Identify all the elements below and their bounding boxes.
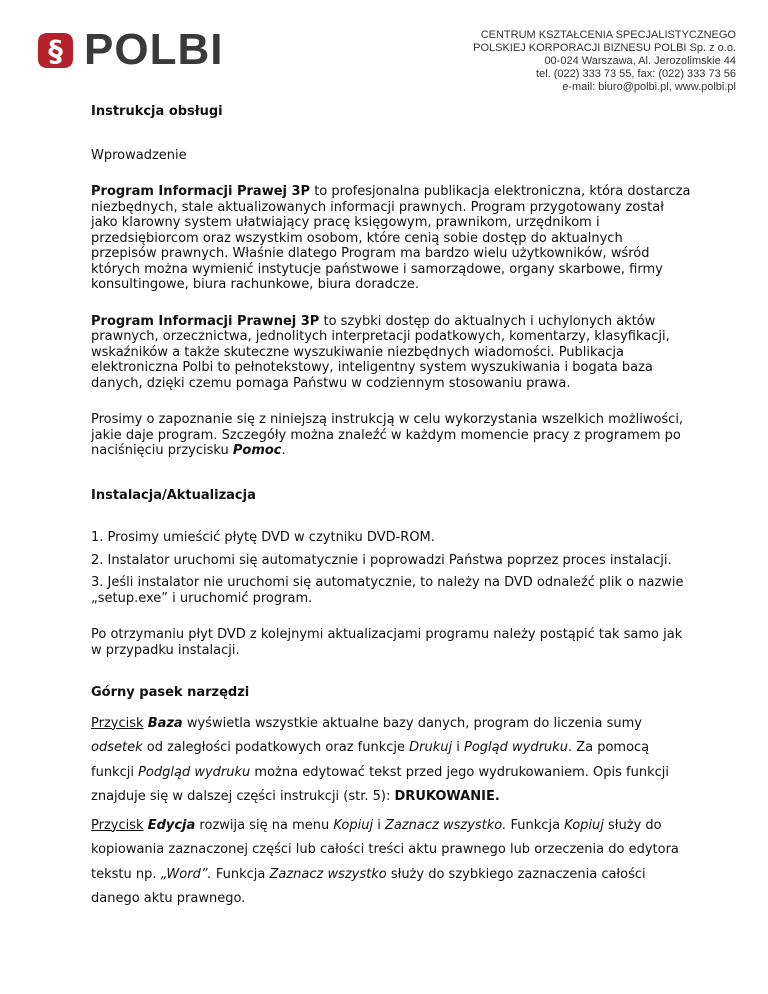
paragraph-logo-icon — [36, 31, 75, 70]
contact-line: POLSKIEJ KORPORACJI BIZNESU POLBI Sp. z o.o. — [473, 42, 736, 54]
polbi-logo — [36, 25, 224, 74]
svg-text:§: § — [48, 33, 63, 68]
toolbar-heading: Górny pasek narzędzi — [91, 685, 250, 700]
contact-line: e-mail: biuro@polbi.pl, www.polbi.pl — [562, 81, 736, 93]
company-contact-block — [473, 29, 736, 94]
program-name-bold: Program Informacji Prawnej 3P — [91, 313, 320, 329]
install-step: 3. Jeśli instalator nie uruchomi się automatycznie, to należy na DVD odnaleźć plik o nazwie „setup.exe” i uruchomić program. — [91, 575, 684, 606]
program-name-bold: Program Informacji Prawej 3P — [91, 184, 311, 199]
intro-paragraph-3: Prosimy o zapoznanie się z niniejszą instrukcją w celu wykorzystania wszelkich możliwości, jakie daje program. Szczegóły można znaleźć w każdym momencie pracy z programem po naciśnięciu przycisku Pomoc. — [91, 412, 684, 458]
baza-button-reference: Baza — [147, 715, 183, 731]
baza-description: Przycisk Baza wyświetla wszystkie aktualne bazy danych, program do liczenia sumy odsetek od zaległości podatkowych oraz funkcje Drukuj i Pogląd wydruku. Za pomocą funkcji Podgląd wydruku można edytować tekst przed jego wydrukowaniem. Opis funkcji znajduje się w dalszej części instrukcji (str. 5): DRUKOWANIE. — [91, 715, 669, 804]
intro-heading: Wprowadzenie — [91, 147, 187, 163]
help-button-reference: Pomoc — [232, 443, 282, 458]
contact-line: CENTRUM KSZTAŁCENIA SPECJALISTYCZNEGO — [480, 29, 736, 41]
install-heading: Instalacja/Aktualizacja — [91, 487, 256, 503]
contact-line: 00-024 Warszawa, Al. Jerozolimskie 44 — [544, 55, 736, 67]
logo-wordmark: POLBI — [84, 25, 224, 74]
install-step: 2. Instalator uruchomi się automatycznie i poprowadzi Państwa poprzez proces instalacji. — [91, 552, 672, 568]
intro-paragraph-2: Program Informacji Prawnej 3P to szybki dostęp do aktualnych i uchylonych aktów prawnych, orzecznictwa, jednolitych interpretacji podatkowych, komentarzy, klasyfikacji, wskaźników a także skuteczne wyszukiwanie niezbędnych wiadomości. Publikacja elektroniczna Polbi to pełnotekstowy, inteligentny system wyszukiwania i bogata baza danych, dzięki czemu pomaga Państwu w codziennym stosowaniu prawa. — [91, 313, 670, 391]
document-title: Instrukcja obsługi — [91, 104, 223, 119]
install-step: 1. Prosimy umieścić płytę DVD w czytniku DVD-ROM. — [91, 530, 435, 545]
contact-line: tel. (022) 333 73 55, fax: (022) 333 73 56 — [536, 68, 736, 80]
document-body — [91, 104, 691, 912]
update-note: Po otrzymaniu płyt DVD z kolejnymi aktualizacjami programu należy postąpić tak samo jak w przypadku instalacji. — [91, 627, 683, 658]
intro-paragraph-1: Program Informacji Prawej 3P to profesjonalna publikacja elektroniczna, która dostarcza niezbędnych, stale aktualizowanych informacji prawnych. Program przygotowany został jako klarowny system ułatwiający pracę księgowym, prawnikom, urzędnikom i przedsiębiorcom oraz wszystkim osobom, które cenią sobie dostęp do aktualnych przepisów prawnych. Właśnie dlatego Program ma bardzo wielu użytkowników, wśród których można wymienić instytucje państwowe i samorządowe, organy skarbowe, firmy konsultingowe, biura rachunkowe, biura doradcze. — [91, 184, 691, 292]
edycja-button-reference: Edycja — [147, 817, 196, 833]
edycja-description: Przycisk Edycja rozwija się na menu Kopiuj i Zaznacz wszystko. Funkcja Kopiuj służy do kopiowania zaznaczonej części lub całości treści aktu prawnego lub orzeczenia do edytora tekstu np. „Word”. Funkcja Zaznacz wszystko służy do szybkiego zaznaczenia całości danego aktu prawnego. — [91, 817, 679, 906]
